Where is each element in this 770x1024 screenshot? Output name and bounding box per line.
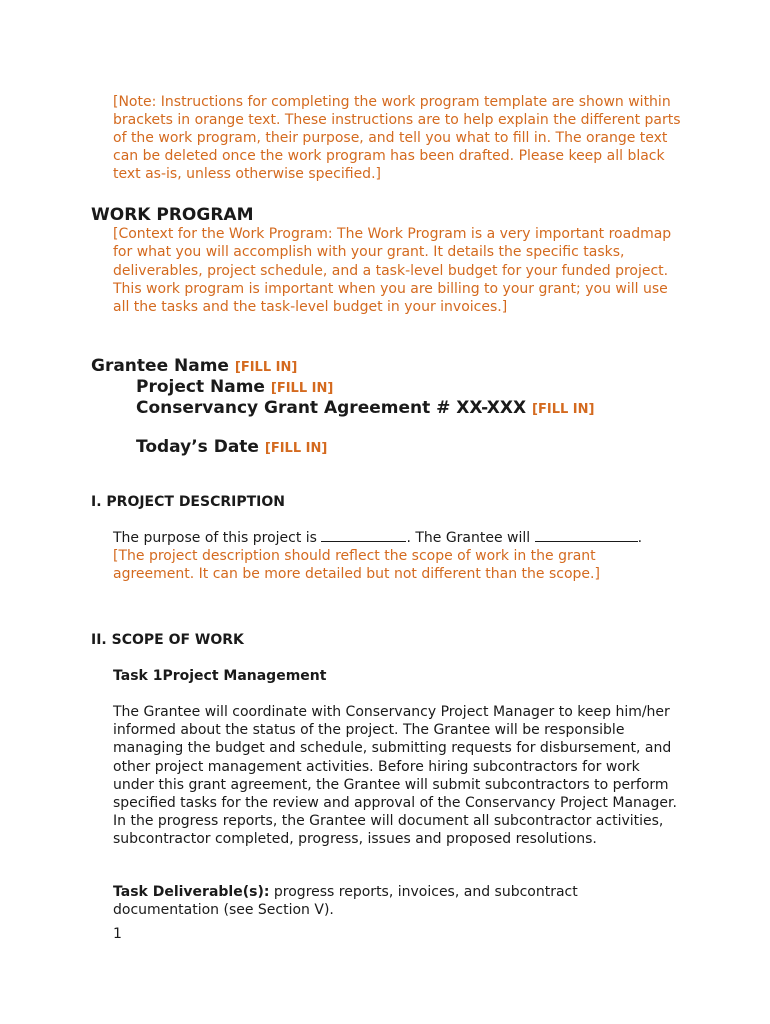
work-program-context: [Context for the Work Program: The Work Program is a very important roadmap for what you will accomplish with your grant. It details the specific tasks, deliverables, project schedule, and a task-level budget for your funded project. This work program is important when you are billing to your grant; you will use all the tasks and the task-level budget in your invoices.] [113,226,672,316]
agreement-number-label: Conservancy Grant Agreement # XX-XXX [136,398,527,418]
agreement-number-line [136,397,594,421]
purpose-end-text: . [637,530,643,546]
grantee-will-blank [535,529,638,542]
purpose-mid-text: . The Grantee will [406,530,531,546]
task-deliverables-label: Task Deliverable(s): [113,884,270,900]
todays-date-label: Today’s Date [136,437,259,457]
grantee-name-label: Grantee Name [91,356,229,376]
instruction-note: [Note: Instructions for completing the work program template are shown within brackets in orange text. These instructions are to help explain the different parts of the work program, their purpose, and tell you what to fill in. The orange text can be deleted once the work program has been drafted. Please keep all black text as-is, unless otherwise specified.] [113,94,681,182]
grantee-name-fill-in: [FILL IN] [234,360,298,375]
project-name-label: Project Name [136,377,265,397]
purpose-blank [321,529,406,542]
section-1-heading: I. PROJECT DESCRIPTION [91,494,285,510]
task-deliverables [113,883,653,919]
purpose-line [113,529,642,547]
todays-date-line [136,436,327,460]
task-1-title: Task 1Project Management [113,668,327,684]
agreement-number-fill-in: [FILL IN] [532,402,595,417]
section-2-heading: II. SCOPE OF WORK [91,632,244,648]
page-number: 1 [113,926,122,942]
todays-date-fill-in: [FILL IN] [264,441,328,456]
project-name-fill-in: [FILL IN] [270,381,334,396]
task-1-body: The Grantee will coordinate with Conservancy Project Manager to keep him/her informed about the status of the project. The Grantee will be responsible managing the budget and schedule, submitting requests for disbursement, and other project management activities. Before hiring subcontractors for work under this grant agreement, the Grantee will submit subcontractors to perform specified tasks for the review and approval of the Conservancy Project Manager. In the progress reports, the Grantee will document all subcontractor activities, subcontractor completed, progress, issues and proposed resolutions. [113,704,677,848]
purpose-start-text: The purpose of this project is [113,530,317,546]
work-program-heading: WORK PROGRAM [91,205,254,225]
task-deliverables-text: progress reports, invoices, and subcontract documentation (see Section V). [113,884,578,919]
project-description-instruction: [The project description should reflect the scope of work in the grant agreement. It can be more detailed but not different than the scope.] [113,548,600,583]
